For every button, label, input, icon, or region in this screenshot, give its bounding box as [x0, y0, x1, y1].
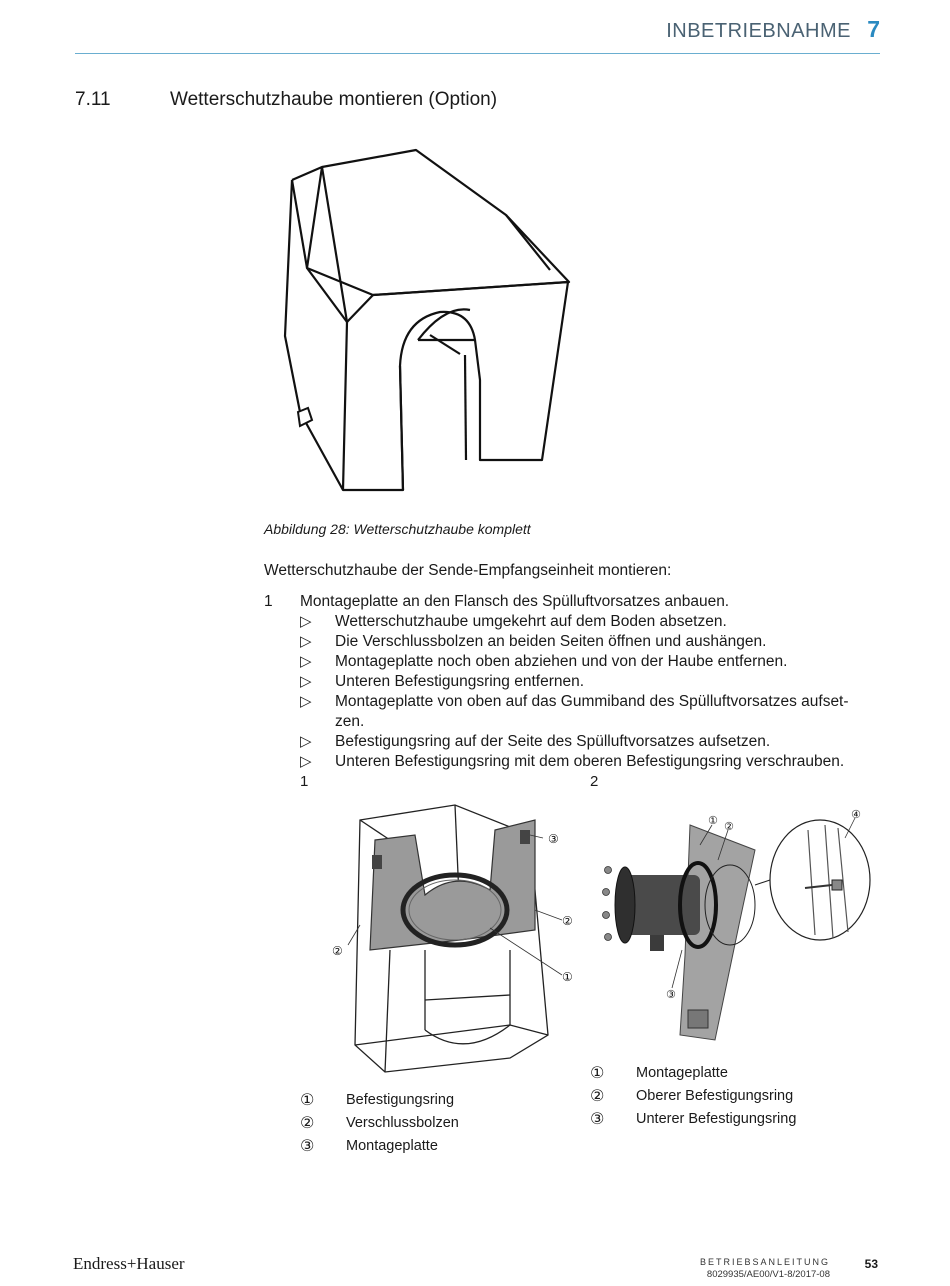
- image-label-1: 1: [300, 773, 309, 790]
- substep: Wetterschutzhaube umgekehrt auf dem Boden absetzen.: [335, 613, 727, 630]
- legend-left-text: Verschlussbolzen: [346, 1115, 459, 1131]
- substep: Die Verschlussbolzen an beiden Seiten öffnen und aushängen.: [335, 633, 767, 650]
- callout: ①: [708, 814, 718, 827]
- brand-logo: Endress+Hauser: [73, 1254, 185, 1273]
- callout: ②: [562, 914, 573, 928]
- figure-caption: Abbildung 28: Wetterschutzhaube komplett: [264, 521, 531, 537]
- legend-right-text: Montageplatte: [636, 1065, 728, 1081]
- substep-continuation: zen.: [335, 713, 365, 730]
- substep-bullet: ▷: [300, 633, 312, 650]
- legend-right-num: ②: [590, 1088, 605, 1105]
- callout: ②: [332, 944, 343, 958]
- substep-bullet: ▷: [300, 753, 312, 770]
- chapter-title: INBETRIEBNAHME: [666, 20, 851, 42]
- legend-left-text: Befestigungsring: [346, 1092, 455, 1108]
- weather-hood-illustration: [270, 140, 580, 505]
- step-text: Montageplatte an den Flansch des Spülluftvorsatzes anbauen.: [300, 593, 730, 610]
- header-rule: [75, 53, 880, 54]
- legend-left-num: ②: [300, 1115, 315, 1132]
- callout: ③: [666, 988, 676, 1001]
- document-id: 8029935/AE00/V1-8/2017-08: [706, 1269, 830, 1280]
- callout: ②: [724, 820, 734, 833]
- callout: ④: [851, 808, 861, 821]
- legend-left-text: Montageplatte: [346, 1138, 438, 1154]
- hood-mounting-plate-illustration: [330, 800, 590, 1080]
- section-title: Wetterschutzhaube montieren (Option): [170, 89, 498, 110]
- page-number: 53: [864, 1257, 878, 1271]
- substep: Unteren Befestigungsring entfernen.: [335, 673, 585, 690]
- substep-bullet: ▷: [300, 733, 312, 750]
- substep-bullet: ▷: [300, 693, 312, 710]
- callout: ③: [548, 832, 559, 846]
- callout: ①: [562, 970, 573, 984]
- substep-bullet: ▷: [300, 653, 312, 670]
- chapter-number: 7: [867, 16, 880, 42]
- image-label-2: 2: [590, 773, 599, 790]
- step-number: 1: [264, 593, 273, 610]
- procedure-heading: Wetterschutzhaube der Sende-Empfangseinheit montieren:: [264, 562, 672, 579]
- section-number: 7.11: [75, 89, 111, 110]
- substep-bullet: ▷: [300, 673, 312, 690]
- substep: Montageplatte von oben auf das Gummiband des Spülluftvorsatzes aufset-: [335, 693, 849, 710]
- substep: Montageplatte noch oben abziehen und von der Haube entfernen.: [335, 653, 788, 670]
- legend-right-text: Unterer Befestigungsring: [636, 1111, 797, 1127]
- legend-right-num: ①: [590, 1065, 605, 1082]
- legend-right-num: ③: [590, 1111, 605, 1128]
- legend-left-num: ③: [300, 1138, 315, 1155]
- substep: Unteren Befestigungsring mit dem oberen Befestigungsring verschrauben.: [335, 753, 845, 770]
- document-type: BETRIEBSANLEITUNG: [699, 1257, 830, 1267]
- legend-right-text: Oberer Befestigungsring: [636, 1088, 794, 1104]
- substep-bullet: ▷: [300, 613, 312, 630]
- flange-mounting-illustration: [590, 800, 880, 1050]
- legend-left-num: ①: [300, 1092, 315, 1109]
- substep: Befestigungsring auf der Seite des Spülluftvorsatzes aufsetzen.: [335, 733, 771, 750]
